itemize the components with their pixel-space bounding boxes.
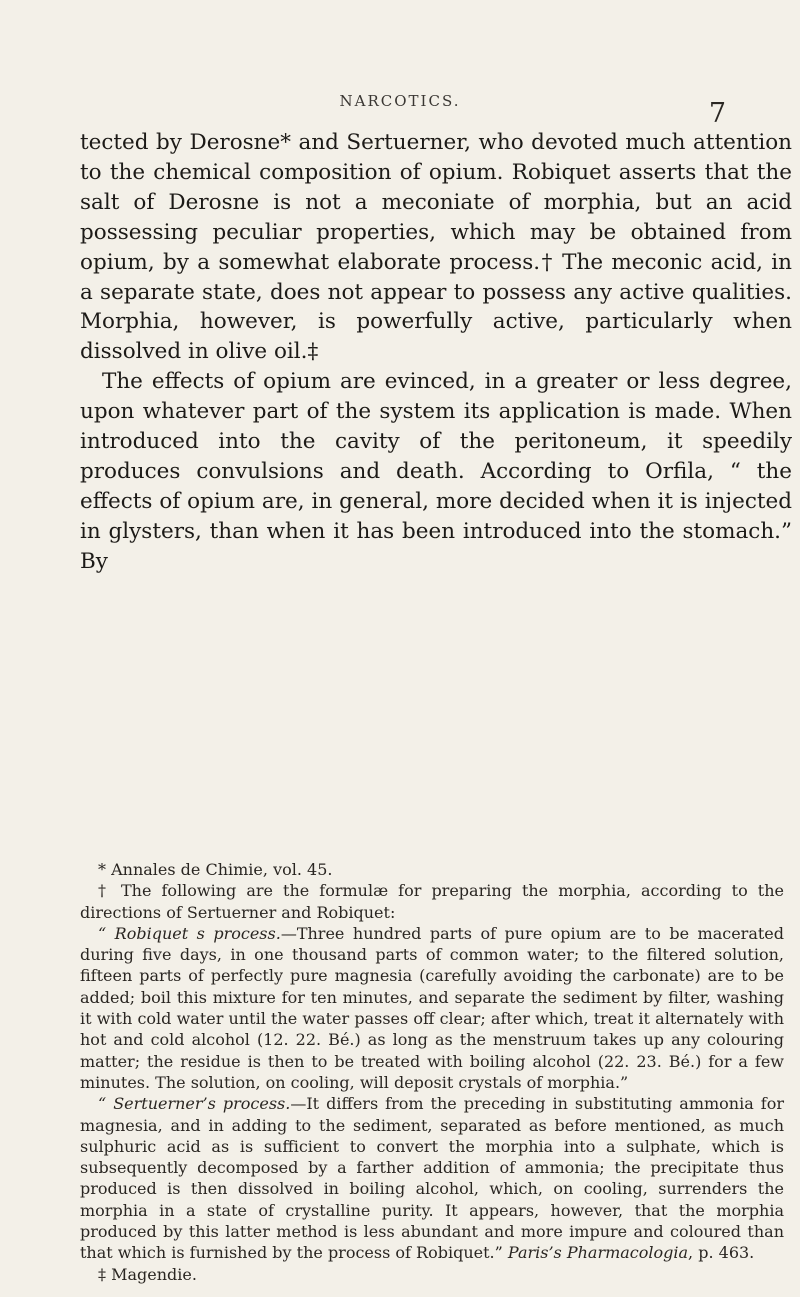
paragraph-1: tected by Derosne* and Sertuerner, who devoted much attention to the chemical composition of opium. Robiquet asserts that the salt of Derosne is not a meconiate of morphia, but an acid possessing peculiar properties, which may be obtained from opium, by a somewhat elaborate process.† The meconic acid, in a separate state, does not appear to possess any active qualities. Morphia, however, is powerfully active, particularly when dissolved in olive oil.‡ <box>80 130 792 365</box>
sertuerner-process-text: —It differs from the preceding in substituting ammonia for magnesia, and in adding to the sediment, separated as before mentioned, as much sulphuric acid as is sufficient to convert the morphia into a sulphate, which is subsequently decomposed by a farther addition of ammonia; the precipitate thus produced is then dissolved in boiling alcohol, which, on cooling, surrenders the morphia in a state of crystalline purity. It appears, however, that the morphia produced by this latter method is less abundant and more impure and coloured than that which is furnished by the process of Robiquet.” <box>80 1094 784 1263</box>
paragraph-2: The effects of opium are evinced, in a greater or less degree, upon whatever part of the system its application is made. When introduced into the cavity of the peritoneum, it speedily produces convulsions and death. According to Orfila, “ the effects of opium are, in general, more decided when it is injected in glysters, than when it has been introduced into the stomach.” By <box>80 369 792 574</box>
main-text <box>80 128 792 577</box>
robiquet-process-title: “ Robiquet s process. <box>98 923 281 943</box>
source-citation-title: Paris’s Pharmacologia <box>507 1243 689 1263</box>
robiquet-process-text: —Three hundred parts of pure opium are to be macerated during five days, in one thousand parts of common water; to the filtered solution, fifteen parts of perfectly pure magnesia (carefully avoiding the carbonate) are to be added; boil this mixture for ten minutes, and separate the sediment by filter, washing it with cold water until the water passes off clear; after which, treat it alternately with hot and cold alcohol (12. 22. Bé.) as long as the menstruum takes up any colouring matter; the residue is then to be treated with boiling alcohol (22. 23. Bé.) for a few minutes. The solution, on cooling, will deposit crystals of morphia.” <box>80 923 785 1092</box>
robiquet-process <box>80 923 784 1093</box>
footnote-3: ‡ Magendie. <box>98 1264 197 1284</box>
footnote-1: * Annales de Chimie, vol. 45. <box>98 860 333 879</box>
footnote-2: † The following are the formulæ for preparing the morphia, according to the directions of Sertuerner and Robiquet: <box>80 881 784 922</box>
source-citation-page: , p. 463. <box>688 1243 755 1263</box>
running-title: NARCOTICS. <box>339 92 461 110</box>
sertuerner-process <box>80 1093 784 1263</box>
footnotes <box>80 859 784 1285</box>
sertuerner-process-title: “ Sertuerner’s process. <box>98 1094 291 1114</box>
page-number: 7 <box>708 98 726 129</box>
